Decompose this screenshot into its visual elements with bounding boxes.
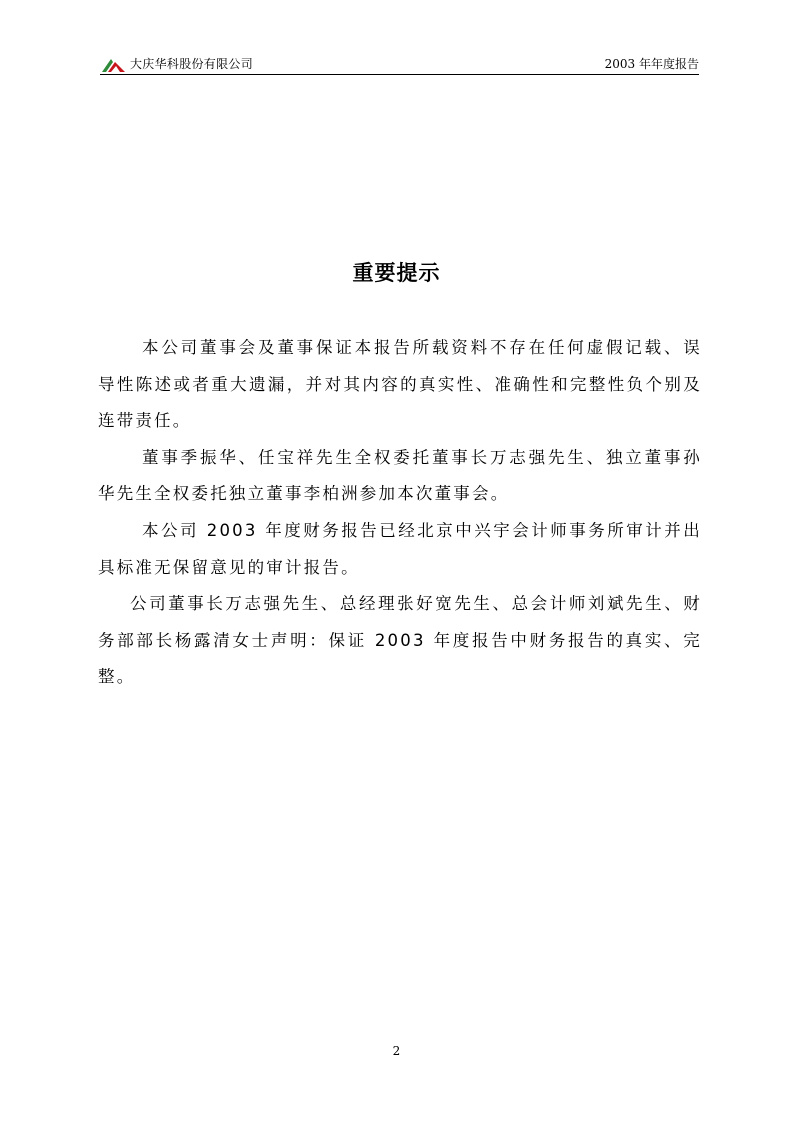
company-logo-icon xyxy=(100,54,126,74)
report-title: 2003 年年度报告 xyxy=(604,57,699,71)
paragraph-1: 本公司董事会及董事保证本报告所载资料不存在任何虚假记载、误导性陈述或者重大遗漏，并对其内容的真实性、准确性和完整性负个别及连带责任。 xyxy=(98,338,702,431)
document-body xyxy=(98,330,702,696)
paragraph-4: 公司董事长万志强先生、总经理张好宽先生、总会计师刘斌先生、财务部部长杨露清女士声明：保证 2003 年度报告中财务报告的真实、完整。 xyxy=(98,594,702,687)
paragraph-2: 董事季振华、任宝祥先生全权委托董事长万志强先生、独立董事孙华先生全权委托独立董事李柏洲参加本次董事会。 xyxy=(98,447,702,504)
page-header xyxy=(100,52,699,76)
company-name: 大庆华科股份有限公司 xyxy=(130,57,254,71)
paragraph-3: 本公司 2003 年度财务报告已经北京中兴宇会计师事务所审计并出具标准无保留意见的审计报告。 xyxy=(98,520,702,577)
header-divider xyxy=(100,74,699,75)
page-number: 2 xyxy=(392,1044,401,1058)
page-title: 重要提示 xyxy=(352,261,441,285)
